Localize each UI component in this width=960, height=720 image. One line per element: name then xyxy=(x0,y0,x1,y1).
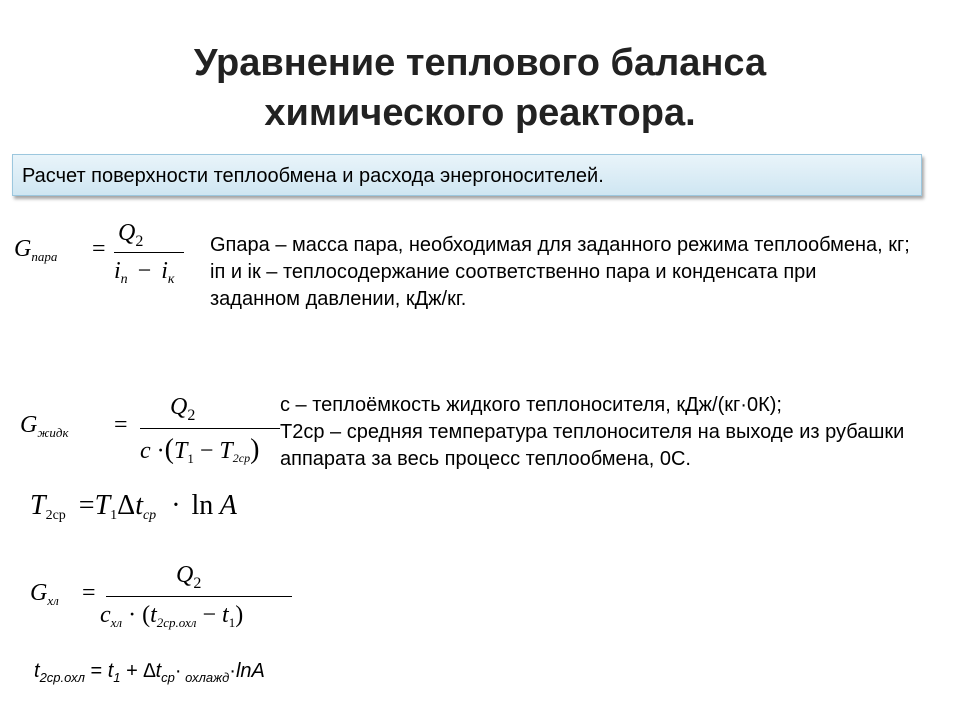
formula5-t-sub: 2ср.охл xyxy=(39,669,85,685)
formula5-dot: · xyxy=(174,660,182,682)
formula-g-coolant-num: Q xyxy=(176,562,194,588)
formula-g-liquid-eq: = xyxy=(114,412,128,438)
formula-g-steam-den-b: i xyxy=(161,258,168,284)
formula-g-liquid xyxy=(20,392,270,472)
formula-g-steam xyxy=(14,222,204,302)
page-title xyxy=(0,38,960,138)
formula-g-coolant-minus: − xyxy=(202,602,217,628)
formula-g-steam-den-a: i xyxy=(114,258,121,284)
block1-desc-line-2: iп и iк – теплосодержание соответственно пара и конденсата при заданном давлении, кДж/кг. xyxy=(210,261,817,310)
formula-g-steam-fraction-bar xyxy=(114,252,184,253)
formula-g-coolant-t-sub: 2ср.охл xyxy=(156,614,197,630)
formula5-tcp: t xyxy=(155,660,162,682)
formula5-t1-sub: 1 xyxy=(113,669,121,685)
formula-g-coolant-eq: = xyxy=(82,580,96,606)
formula-t2-t1-sub: 1 xyxy=(110,507,118,523)
formula-g-coolant xyxy=(30,560,300,640)
subtitle-text: Расчет поверхности теплообмена и расхода энергоносителей. xyxy=(22,165,604,187)
formula5-eq: = xyxy=(84,660,108,682)
formula-g-coolant-num-sub: 2 xyxy=(193,574,202,592)
formula-g-steam-minus: − xyxy=(137,258,152,284)
formula-t2-eq: = xyxy=(78,490,95,521)
formula5-plus: + xyxy=(120,660,144,682)
formula-g-coolant-lhs: G xyxy=(30,580,48,606)
formula-g-liquid-minus: − xyxy=(199,438,214,464)
formula5-sub2: охлажд xyxy=(181,669,230,685)
formula-g-coolant-t1: t xyxy=(222,602,229,628)
formula-g-steam-lhs: G xyxy=(14,236,32,262)
formula-g-steam-eq: = xyxy=(92,236,106,262)
formula-t2-ln: ln xyxy=(191,490,214,521)
formula-t2-a: A xyxy=(219,490,237,521)
formula-t2-t-sub: ср xyxy=(142,507,157,523)
formula-g-coolant-rpar: ) xyxy=(235,602,244,628)
formula-g-liquid-lpar: ( xyxy=(164,434,174,465)
formula5-tcp-sub: ср xyxy=(161,669,175,685)
formula5-t1: t xyxy=(107,660,114,682)
block2-description xyxy=(280,392,930,473)
formula-g-liquid-num-sub: 2 xyxy=(187,406,196,424)
formula-g-liquid-t2: T xyxy=(219,438,233,464)
formula-t2-t: t xyxy=(135,490,143,521)
title-line-2: химического реактора. xyxy=(264,92,696,134)
formula-g-coolant-lpar: ( xyxy=(142,602,151,628)
formula-t2-mean xyxy=(30,490,237,522)
block1-desc-line-1: Gпара – масса пара, необходимая для заданного режима теплообмена, кг; xyxy=(210,234,910,256)
formula-g-liquid-dot: · xyxy=(156,438,165,464)
formula-t2-lhs-sub: 2ср xyxy=(45,507,66,523)
formula-t2-delta: Δ xyxy=(117,490,136,521)
formula-g-coolant-c-sub: хл xyxy=(110,614,123,630)
formula-g-liquid-t1: T xyxy=(173,438,188,464)
formula-g-liquid-rpar: ) xyxy=(250,434,260,465)
formula-g-coolant-t: t xyxy=(150,602,157,628)
formula-t2-t1: T xyxy=(94,490,111,521)
formula-g-coolant-dot: · xyxy=(128,602,137,628)
formula-g-liquid-c: c xyxy=(140,438,151,464)
title-line-1: Уравнение теплового баланса xyxy=(193,42,767,84)
formula5-lna: lnA xyxy=(235,660,265,682)
formula5-delta: ∆ xyxy=(143,660,156,682)
formula-g-coolant-lhs-sub: хл xyxy=(47,592,59,608)
formula5-t: t xyxy=(34,660,40,682)
formula-t-coolant xyxy=(34,660,265,683)
formula5-dot2: · xyxy=(229,660,236,682)
formula-g-steam-den-a-sub: п xyxy=(120,271,128,287)
formula-g-liquid-t2-sub: 2ср xyxy=(232,451,251,466)
formula-t2-lhs: T xyxy=(30,490,46,521)
formula-g-steam-lhs-sub: пара xyxy=(31,248,58,264)
formula-t2-dot: · xyxy=(171,490,181,521)
formula-g-liquid-lhs: G xyxy=(20,412,38,438)
block2-desc-line-2: Т2ср – средняя температура теплоносителя на выходе из рубашки аппарата за весь процесс теплообмена, 0С. xyxy=(280,421,905,470)
formula-g-steam-num: Q xyxy=(118,220,136,246)
formula-g-coolant-c: c xyxy=(100,602,111,628)
formula-g-coolant-t1-sub: 1 xyxy=(228,614,236,630)
formula-g-liquid-fraction-bar xyxy=(140,428,280,429)
formula-g-steam-num-sub: 2 xyxy=(135,232,144,250)
block2-desc-line-1: с – теплоёмкость жидкого теплоносителя, кДж/(кг·0К); xyxy=(280,394,782,416)
block1-description xyxy=(210,232,910,313)
formula-g-liquid-num: Q xyxy=(170,394,188,420)
formula-g-liquid-lhs-sub: жидк xyxy=(37,424,69,440)
formula-g-liquid-t1-sub: 1 xyxy=(187,450,194,466)
formula-g-steam-den-b-sub: к xyxy=(167,271,175,287)
formula-g-coolant-fraction-bar xyxy=(106,596,292,597)
